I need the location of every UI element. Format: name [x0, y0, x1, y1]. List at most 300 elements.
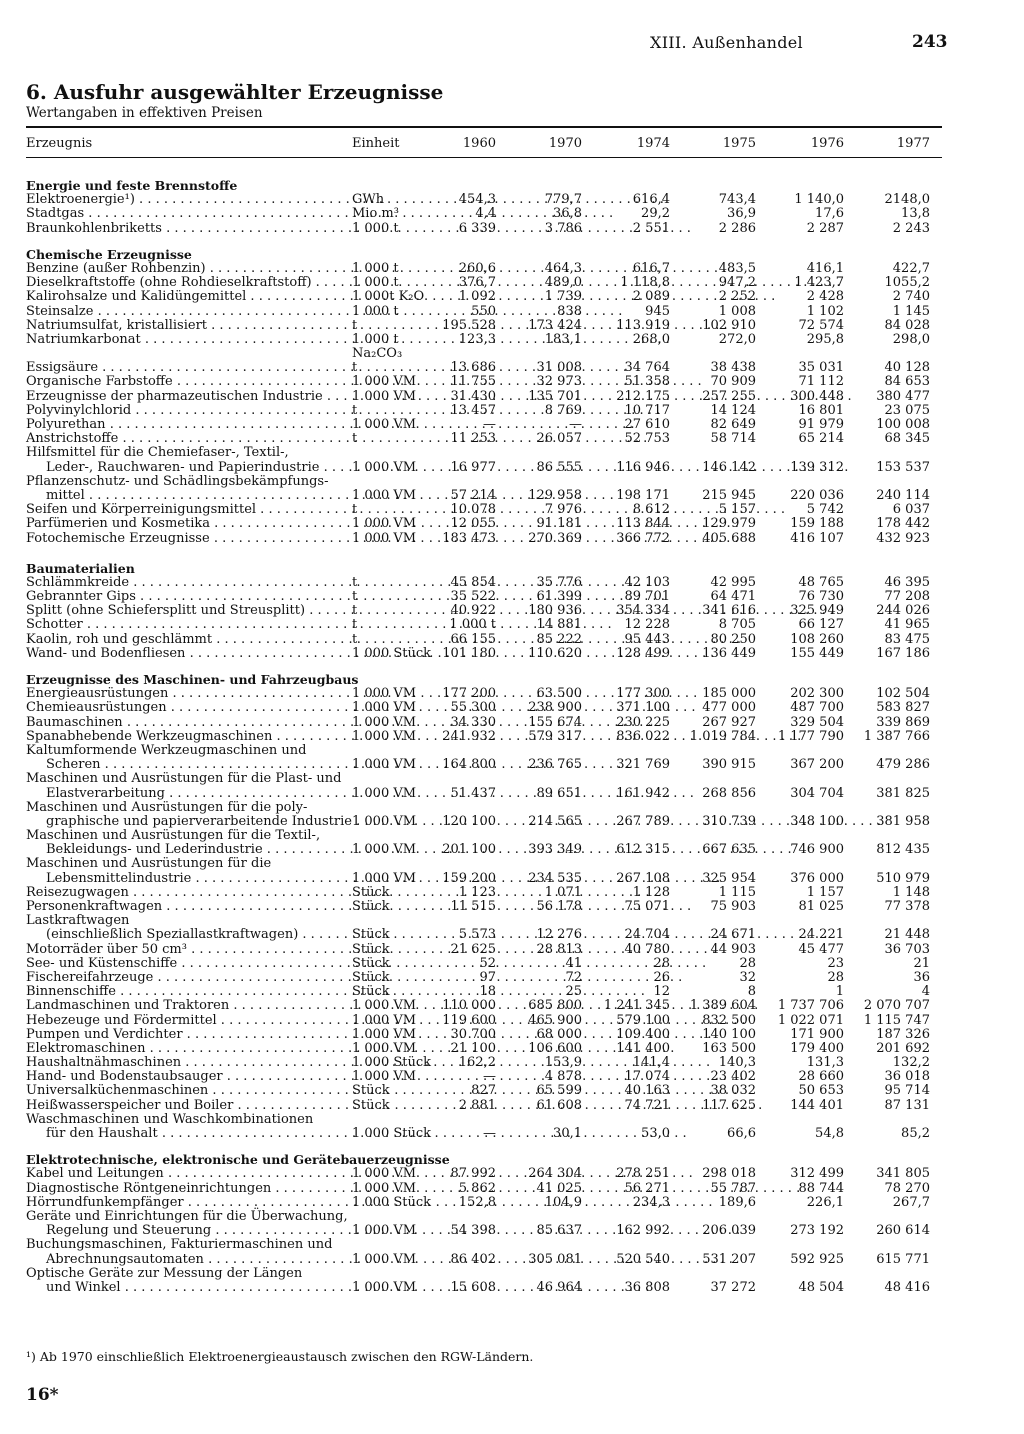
row-value: 2 740: [892, 289, 930, 305]
row-unit: 1 000 t: [352, 331, 399, 347]
row-value: 550: [471, 303, 496, 319]
row-unit: 1 000 VM: [352, 1069, 417, 1085]
row-value: 1 102: [806, 303, 844, 319]
row-label: Hand- und Bodenstaubsauger . . .: [26, 1070, 348, 1084]
row-value: 278 251: [616, 1166, 670, 1182]
row-value: —: [569, 417, 582, 432]
row-value: 298 018: [702, 1166, 756, 1182]
folio-mark: 16*: [26, 1385, 59, 1405]
row-unit: t: [352, 574, 358, 590]
row-value: 4 878: [544, 1069, 582, 1085]
row-unit: Stück: [352, 955, 390, 971]
row-value: 52: [479, 955, 496, 971]
row-value: 41: [565, 955, 582, 971]
row-value: 36 703: [884, 941, 930, 957]
row-label: Buchungsmaschinen, Fakturiermaschinen und: [26, 1237, 333, 1253]
row-value: 37 272: [710, 1279, 756, 1295]
row-value: 348 100: [790, 813, 844, 829]
row-value: 36 808: [624, 1279, 670, 1295]
row-value: 11 515: [450, 899, 496, 914]
row-value: 838: [557, 303, 582, 319]
row-label: Abrechnungsautomaten . . .: [26, 1253, 368, 1267]
row-value: 23 402: [710, 1069, 756, 1085]
row-value: 102 910: [702, 317, 756, 333]
row-value: 1 145: [892, 303, 930, 319]
row-value: 260,6: [458, 260, 496, 276]
row-value: 238 900: [528, 700, 582, 716]
row-value: 685 800: [528, 998, 582, 1014]
table-row: [26, 404, 942, 418]
table-title: 6. Ausfuhr ausgewählter Erzeugnisse: [26, 80, 444, 104]
row-value: 836 022: [616, 728, 670, 744]
row-value: 17,6: [815, 206, 844, 222]
section-label: Chemische Erzeugnisse: [26, 246, 192, 262]
row-value: 91 979: [798, 417, 844, 432]
table-row: [26, 290, 942, 304]
table-row: [26, 222, 942, 236]
row-value: 13 686: [450, 360, 496, 376]
table-row: [26, 1210, 942, 1224]
row-value: 260 614: [876, 1223, 930, 1239]
row-value: 1 008: [718, 303, 756, 319]
row-value: 28: [653, 955, 670, 971]
table-row: [26, 390, 942, 404]
row-value: 97: [479, 969, 496, 985]
table-row: [26, 590, 942, 604]
row-value: 87 992: [450, 1166, 496, 1182]
row-value: 63 500: [536, 686, 582, 702]
header-year: 1976: [810, 136, 844, 151]
page-number: 243: [912, 32, 948, 52]
row-value: 11 755: [450, 374, 496, 390]
row-value: 84 028: [884, 317, 930, 333]
row-unit: Stück: [352, 941, 390, 957]
table-row: [26, 914, 942, 928]
table-row: [26, 503, 942, 517]
row-value: 72: [565, 969, 582, 985]
row-unit: GWh: [352, 192, 385, 208]
row-value: 32: [739, 969, 756, 985]
row-value: 187 326: [876, 1026, 930, 1042]
row-value: 234,3: [632, 1194, 670, 1210]
section-heading: [26, 179, 942, 193]
row-unit: 1 000 VM: [352, 530, 417, 546]
row-value: 61 399: [536, 589, 582, 605]
header-year: 1975: [722, 136, 756, 151]
header-einheit: Einheit: [352, 136, 400, 151]
row-value: 61 608: [536, 1097, 582, 1113]
table-row: [26, 361, 942, 375]
row-unit: 1 000 VM: [352, 1180, 417, 1196]
row-value: 1 071: [544, 884, 582, 900]
row-value: 113 919: [616, 317, 670, 333]
row-unit: Stück: [352, 884, 390, 900]
row-value: 14 124: [710, 402, 756, 418]
row-value: 35 522: [450, 589, 496, 605]
row-label: Schotter . . .: [26, 618, 348, 632]
row-value: 15 608: [450, 1279, 496, 1295]
row-value: 583 827: [876, 700, 930, 716]
row-label: Pflanzenschutz- und Schädlingsbekämpfungs-: [26, 473, 329, 489]
row-unit: 1 000 VM: [352, 714, 417, 730]
row-value: 42 995: [710, 574, 756, 590]
table-row: [26, 957, 942, 971]
row-value: 5 573: [458, 927, 496, 943]
table-row: [26, 1014, 942, 1028]
row-value: 743,4: [718, 192, 756, 208]
row-value: 117 625: [702, 1097, 756, 1113]
row-value: 40 128: [884, 360, 930, 376]
row-value: 746 900: [790, 842, 844, 858]
row-value: 85,2: [901, 1126, 930, 1141]
row-value: 2 070 707: [863, 998, 930, 1014]
row-value: 139 312: [790, 459, 844, 475]
row-value: 128 499: [616, 645, 670, 661]
row-value: 304 704: [790, 785, 844, 801]
row-value: 185 000: [702, 686, 756, 702]
row-value: 579 317: [528, 728, 582, 744]
row-value: 21 448: [884, 927, 930, 943]
row-value: 6 339: [458, 220, 496, 236]
row-unit: 1 000 Stück: [352, 1194, 432, 1210]
row-value: 46 395: [884, 574, 930, 590]
row-value: 273 192: [790, 1223, 844, 1239]
row-value: 1 389 604: [689, 998, 756, 1014]
row-value: 1 092: [458, 289, 496, 305]
row-value: 68 345: [884, 431, 930, 447]
row-value: 135 701: [528, 388, 582, 404]
row-label: Benzine (außer Rohbenzin) . . .: [26, 262, 348, 276]
row-value: 83 475: [884, 631, 930, 647]
row-value: 77 378: [884, 899, 930, 914]
row-value: 162 992: [616, 1223, 670, 1239]
row-value: 30,1: [553, 1126, 582, 1141]
row-value: 17 074: [624, 1069, 670, 1085]
row-value: 179 400: [790, 1040, 844, 1056]
row-spacer: [26, 236, 942, 248]
row-unit: 1 000 VM: [352, 686, 417, 702]
row-value: 78 270: [884, 1180, 930, 1196]
row-value: 1 140,0: [794, 192, 844, 208]
row-value: 267 927: [702, 714, 756, 730]
row-value: 36 018: [884, 1069, 930, 1085]
row-value: 4,4: [475, 206, 496, 222]
table-row: [26, 532, 942, 546]
row-value: 2 089: [632, 289, 670, 305]
row-value: 65 214: [798, 431, 844, 447]
row-value: 183 473: [442, 530, 496, 546]
table-row: [26, 319, 942, 333]
row-value: 53,0: [641, 1126, 670, 1141]
table-row: [26, 985, 942, 999]
row-value: 152,8: [458, 1194, 496, 1210]
row-value: 465 900: [528, 1012, 582, 1028]
row-value: 214 565: [528, 813, 582, 829]
row-value: 29,2: [641, 206, 670, 222]
row-value: 35 031: [798, 360, 844, 376]
row-value: 153,9: [544, 1055, 582, 1071]
header-erzeugnis: Erzeugnis: [26, 136, 93, 151]
row-unit: 1 000 VM: [352, 813, 417, 829]
row-value: —: [483, 1069, 496, 1085]
table-row: [26, 872, 942, 886]
row-value: 432 923: [876, 530, 930, 546]
row-unit: 1 000 Stück: [352, 1126, 432, 1141]
row-value: 1 123: [458, 884, 496, 900]
table-row: [26, 647, 942, 661]
row-value: 12 228: [624, 617, 670, 633]
table-row: [26, 347, 942, 361]
row-value: 21: [913, 955, 930, 971]
row-value: 108 260: [790, 631, 844, 647]
row-value: 1 128: [632, 884, 670, 900]
row-value: 8 612: [632, 502, 670, 518]
row-unit: t: [352, 317, 358, 333]
row-unit: 1 000 VM: [352, 1012, 417, 1028]
row-value: 215 945: [702, 487, 756, 503]
row-value: 58 714: [710, 431, 756, 447]
row-unit: t: [352, 402, 358, 418]
row-value: 106 600: [528, 1040, 582, 1056]
row-value: 268 856: [702, 785, 756, 801]
row-value: 41 025: [536, 1180, 582, 1196]
row-value: 24 704: [624, 927, 670, 943]
row-value: 202 300: [790, 686, 844, 702]
table-row: [26, 1182, 942, 1196]
row-value: 21 100: [450, 1040, 496, 1056]
row-value: 295,8: [806, 331, 844, 347]
table-row: [26, 829, 942, 843]
row-value: 65 599: [536, 1083, 582, 1099]
table-row: [26, 1084, 942, 1098]
row-value: 159 188: [790, 516, 844, 532]
row-value: 339 869: [876, 714, 930, 730]
row-value: 140,3: [718, 1055, 756, 1071]
row-value: 812 435: [876, 842, 930, 858]
table-row: [26, 1267, 942, 1281]
row-value: 1 000 t: [449, 617, 496, 633]
row-value: 376 000: [790, 870, 844, 886]
row-value: 2 252: [718, 289, 756, 305]
row-value: 76 730: [798, 589, 844, 605]
section-heading: [26, 248, 942, 262]
row-label: Baumaschinen . . .: [26, 716, 348, 730]
row-value: 8: [747, 984, 756, 1000]
row-value: 40 163: [624, 1083, 670, 1099]
table-row: [26, 618, 942, 632]
row-value: 38 032: [710, 1083, 756, 1099]
row-unit: 1 000 t: [352, 220, 399, 236]
row-value: 27 610: [624, 417, 670, 432]
row-value: 155 674: [528, 714, 582, 730]
row-value: 267,7: [892, 1194, 930, 1210]
table-row: [26, 943, 942, 957]
row-value: 1 737 706: [777, 998, 844, 1014]
row-value: 40 780: [624, 941, 670, 957]
table-row: [26, 928, 942, 942]
row-value: 24 221: [798, 927, 844, 943]
row-label: Landmaschinen und Traktoren . . .: [26, 999, 348, 1013]
row-value: 30 700: [450, 1026, 496, 1042]
row-value: 95 714: [884, 1083, 930, 1099]
row-unit: 1 000 t: [352, 303, 399, 319]
row-value: 57 214: [450, 487, 496, 503]
row-value: 102 504: [876, 686, 930, 702]
row-label: Elektromaschinen . . .: [26, 1042, 348, 1056]
row-unit: 1 000t K₂O: [352, 289, 425, 305]
row-value: 212 175: [616, 388, 670, 404]
row-value: 51 358: [624, 374, 670, 390]
row-value: 141,4: [632, 1055, 670, 1071]
row-value: 95 443: [624, 631, 670, 647]
row-value: 56 178: [536, 899, 582, 914]
row-value: 489,0: [544, 275, 582, 291]
row-value: 1 022 071: [777, 1012, 844, 1028]
table-row: [26, 1113, 942, 1127]
row-value: 56 271: [624, 1180, 670, 1196]
row-value: 163 500: [702, 1040, 756, 1056]
row-label: See- und Küstenschiffe . . .: [26, 957, 348, 971]
row-value: 23: [827, 955, 844, 971]
section-label: Erzeugnisse des Maschinen- und Fahrzeugbaus: [26, 672, 359, 687]
table-row: [26, 1028, 942, 1042]
row-value: 38 438: [710, 360, 756, 376]
row-unit: Stück: [352, 969, 390, 985]
row-value: 72 574: [798, 317, 844, 333]
table-row: [26, 971, 942, 985]
row-label: Elektroenergie¹) . . .: [26, 193, 348, 207]
row-value: 45 477: [798, 941, 844, 957]
row-value: 201 100: [442, 842, 496, 858]
row-value: 18: [479, 984, 496, 1000]
row-value: 54,8: [815, 1126, 844, 1141]
row-unit: 1 000 VM: [352, 728, 417, 744]
row-value: 50 653: [798, 1083, 844, 1099]
table-row: [26, 886, 942, 900]
row-value: 267 108: [616, 870, 670, 886]
row-value: 325 954: [702, 870, 756, 886]
row-value: 88 744: [798, 1180, 844, 1196]
table-row: [26, 758, 942, 772]
row-value: 34 330: [450, 714, 496, 730]
row-spacer: [26, 546, 942, 562]
row-unit: 1 000 VM: [352, 785, 417, 801]
header-year: 1977: [896, 136, 930, 151]
row-value: 40 922: [450, 603, 496, 619]
row-unit: 1 000 Stück: [352, 1055, 432, 1071]
row-value: 173 424: [528, 317, 582, 333]
row-value: 616,4: [632, 192, 670, 208]
row-value: 300 448: [790, 388, 844, 404]
row-value: 35 776: [536, 574, 582, 590]
row-value: 1 148: [892, 884, 930, 900]
row-label: Steinsalze . . .: [26, 305, 348, 319]
row-value: 329 504: [790, 714, 844, 730]
row-value: 8 769: [544, 402, 582, 418]
row-value: 367 200: [790, 757, 844, 773]
row-label: Waschmaschinen und Waschkombinationen: [26, 1111, 314, 1127]
table-row: [26, 1196, 942, 1210]
row-label: Optische Geräte zur Messung der Längen: [26, 1265, 303, 1281]
row-value: 80 250: [710, 631, 756, 647]
table-row: [26, 730, 942, 744]
row-value: 371 100: [616, 700, 670, 716]
row-value: 110 000: [442, 998, 496, 1014]
row-unit: 1 000 VM: [352, 1026, 417, 1042]
row-value: 54 398: [450, 1223, 496, 1239]
row-label: Hörrundfunkempfänger . . .: [26, 1196, 348, 1210]
row-value: 5 157: [718, 502, 756, 518]
table-row: [26, 744, 942, 758]
row-value: 312 499: [790, 1166, 844, 1182]
table-row: [26, 1253, 942, 1267]
row-value: 23 075: [884, 402, 930, 418]
row-unit: 1 000 Stück: [352, 645, 432, 661]
row-unit: 1 000 t: [352, 260, 399, 276]
row-label: mittel . . .: [26, 489, 368, 503]
row-value: 305 081: [528, 1251, 582, 1267]
row-value: 1 387 766: [863, 728, 930, 744]
header-year: 1974: [636, 136, 670, 151]
row-value: 144 401: [790, 1097, 844, 1113]
table-row: [26, 1127, 942, 1141]
row-label: Kabel und Leitungen . . .: [26, 1167, 348, 1181]
row-value: 376,7: [458, 275, 496, 291]
row-label: Wand- und Bodenfliesen . . .: [26, 647, 348, 661]
row-value: 381 958: [876, 813, 930, 829]
row-value: 16 977: [450, 459, 496, 475]
row-value: 34 764: [624, 360, 670, 376]
row-label: graphische und papierverarbeitende Industrie . . .: [26, 815, 368, 829]
row-value: 5 862: [458, 1180, 496, 1196]
row-unit: t: [352, 603, 358, 619]
row-label: Universalküchenmaschinen . . .: [26, 1084, 348, 1098]
row-value: 52 753: [624, 431, 670, 447]
row-value: 171 900: [790, 1026, 844, 1042]
row-value: 257 255: [702, 388, 756, 404]
table-row: [26, 857, 942, 871]
row-value: 129 958: [528, 487, 582, 503]
row-value: 1 177 790: [777, 728, 844, 744]
row-label: Stadtgas . . .: [26, 207, 348, 221]
row-value: 48 765: [798, 574, 844, 590]
row-value: 390 915: [702, 757, 756, 773]
row-label: Spanabhebende Werkzeugmaschinen . . .: [26, 730, 348, 744]
row-value: 201 692: [876, 1040, 930, 1056]
row-label: Reisezugwagen . . .: [26, 886, 348, 900]
row-value: 616,7: [632, 260, 670, 276]
table-row: [26, 787, 942, 801]
row-value: 416 107: [790, 530, 844, 546]
row-value: 25: [565, 984, 582, 1000]
row-unit: 1 000 VM: [352, 870, 417, 886]
row-value: 113 844: [616, 516, 670, 532]
row-label: Motorräder über 50 cm³ . . .: [26, 943, 348, 957]
row-unit: Stück: [352, 899, 390, 914]
row-value: 945: [645, 303, 670, 319]
table-row: [26, 1042, 942, 1056]
row-unit: 1 000 VM: [352, 842, 417, 858]
row-value: 464,3: [544, 260, 582, 276]
row-label: Parfümerien und Kosmetika . . .: [26, 517, 348, 531]
row-label: Gebrannter Gips . . .: [26, 590, 348, 604]
row-value: 298,0: [892, 331, 930, 347]
row-value: 81 025: [798, 899, 844, 914]
row-value: 2 551: [632, 220, 670, 236]
row-unit: 1 000 VM: [352, 1223, 417, 1239]
row-value: 42 103: [624, 574, 670, 590]
table-row: [26, 1099, 942, 1113]
